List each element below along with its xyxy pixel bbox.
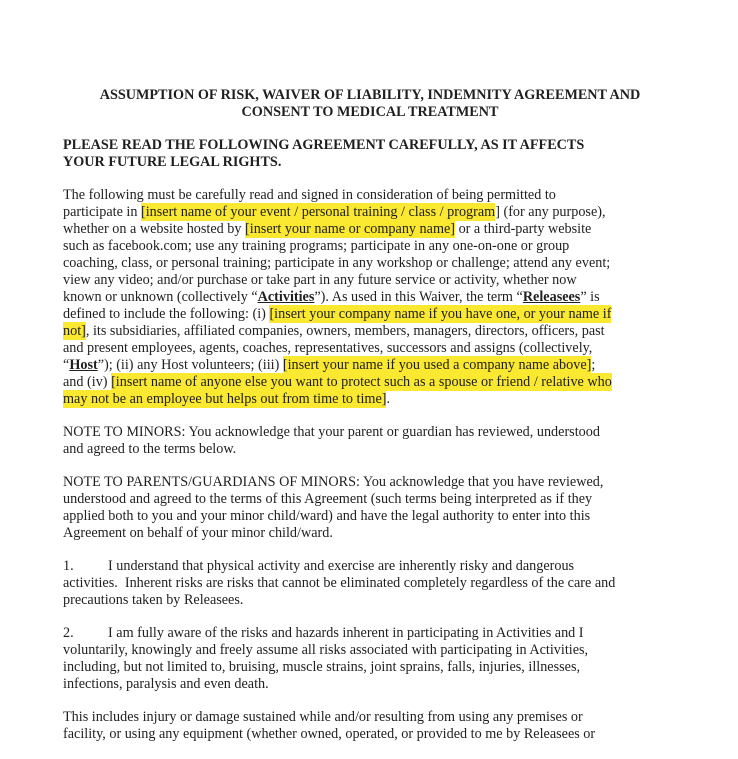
- text-segment: known or unknown (collectively “: [63, 289, 258, 305]
- text-line: [63, 508, 677, 525]
- text-line: [63, 340, 677, 357]
- text-segment: precautions taken by Releasees.: [63, 592, 244, 608]
- text-segment: activities. Inherent risks are risks that cannot be eliminated completely regardless of the care and: [63, 575, 616, 591]
- text-segment: and (iv): [63, 374, 112, 390]
- text-segment: including, but not limited to, bruising, muscle strains, joint sprains, falls, injuries, illnesses,: [63, 659, 581, 675]
- text-segment: coaching, class, or personal training; participate in any workshop or challenge; attend any event;: [63, 255, 611, 271]
- text-line: [63, 575, 677, 592]
- text-segment: CONSENT TO MEDICAL TREATMENT: [241, 104, 499, 120]
- text-line: [63, 187, 677, 204]
- text-line: [63, 391, 677, 408]
- document-body: [63, 87, 677, 759]
- text-line: [63, 289, 677, 306]
- text-line: [63, 709, 677, 726]
- text-line: [63, 525, 677, 542]
- text-line: [63, 323, 677, 340]
- list-number: 2.: [63, 625, 74, 641]
- text-segment: applied both to you and your minor child/ward) and have the legal authority to enter into this: [63, 508, 591, 524]
- text-line: [63, 104, 677, 121]
- text-segment: ] (for any purpose),: [495, 204, 606, 220]
- text-line: [63, 726, 677, 743]
- text-segment: defined to include the following: (i): [63, 306, 270, 322]
- text-segment: Agreement on behalf of your minor child/ward.: [63, 525, 333, 541]
- text-line: [63, 154, 677, 171]
- text-segment: I understand that physical activity and exercise are inherently risky and dangerous: [108, 558, 575, 574]
- text-segment: NOTE TO MINORS: You acknowledge that your parent or guardian has reviewed, understood: [63, 424, 600, 440]
- highlighted-placeholder-text: not]: [63, 323, 86, 339]
- defined-term: Activities: [257, 289, 315, 305]
- text-segment: or a third-party website: [455, 221, 592, 237]
- text-segment: ”); (ii) any Host volunteers; (iii): [97, 357, 283, 373]
- text-segment: , its subsidiaries, affiliated companies, owners, members, managers, directors, officers, past: [85, 323, 605, 339]
- text-segment: YOUR FUTURE LEGAL RIGHTS.: [63, 154, 282, 170]
- text-line: [63, 558, 677, 575]
- text-line: [63, 474, 677, 491]
- numbered-item-2: [63, 625, 677, 693]
- highlighted-placeholder-text: [insert name of your event / personal training / class / program: [141, 204, 496, 220]
- text-segment: view any video; and/or purchase or take part in any future service or activity, whether now: [63, 272, 577, 288]
- text-segment: voluntarily, knowingly and freely assume all risks associated with participating in Activities,: [63, 642, 589, 658]
- text-line: [63, 592, 677, 609]
- text-segment: PLEASE READ THE FOLLOWING AGREEMENT CAREFULLY, AS IT AFFECTS: [63, 137, 585, 153]
- text-segment: understood and agreed to the terms of this Agreement (such terms being interpreted as if they: [63, 491, 593, 507]
- text-segment: ”). As used in this Waiver, the term “: [314, 289, 523, 305]
- text-segment: ” is: [580, 289, 600, 305]
- text-segment: .: [386, 391, 391, 407]
- text-line: [63, 642, 677, 659]
- highlighted-placeholder-text: [insert your company name if you have one, or your name if: [269, 306, 612, 322]
- text-segment: The following must be carefully read and signed in consideration of being permitted to: [63, 187, 556, 203]
- text-segment: ASSUMPTION OF RISK, WAIVER OF LIABILITY, INDEMNITY AGREEMENT AND: [99, 87, 641, 103]
- text-line: [63, 491, 677, 508]
- document-title: [63, 87, 677, 121]
- highlighted-placeholder-text: may not be an employee but helps out from time to time]: [63, 391, 387, 407]
- defined-term: Releasees: [522, 289, 581, 305]
- text-line: [63, 441, 677, 458]
- text-segment: infections, paralysis and even death.: [63, 676, 269, 692]
- numbered-item-1: [63, 558, 677, 609]
- warning-heading: [63, 137, 677, 171]
- note-to-minors: [63, 424, 677, 458]
- text-segment: NOTE TO PARENTS/GUARDIANS OF MINORS: You acknowledge that you have reviewed,: [63, 474, 604, 490]
- text-line: [63, 137, 677, 154]
- text-segment: “: [63, 357, 70, 373]
- text-line: [63, 221, 677, 238]
- text-segment: I am fully aware of the risks and hazards inherent in participating in Activities and I: [108, 625, 584, 641]
- text-segment: such as facebook.com; use any training programs; participate in any one-on-one or group: [63, 238, 570, 254]
- text-line: [63, 676, 677, 693]
- intro-paragraph: [63, 187, 677, 408]
- highlighted-placeholder-text: [insert your name if you used a company name above]: [282, 357, 592, 373]
- text-line: [63, 272, 677, 289]
- text-segment: facility, or using any equipment (whether owned, operated, or provided to me by Releasees or: [63, 726, 596, 742]
- text-line: [63, 357, 677, 374]
- text-line: [63, 255, 677, 272]
- text-line: [63, 306, 677, 323]
- text-segment: and present employees, agents, coaches, representatives, successors and assigns (collectively,: [63, 340, 593, 356]
- highlighted-placeholder-text: [insert name of anyone else you want to protect such as a spouse or friend / relative who: [111, 374, 612, 390]
- text-line: [63, 424, 677, 441]
- defined-term: Host: [69, 357, 98, 373]
- text-segment: This includes injury or damage sustained while and/or resulting from using any premises or: [63, 709, 583, 725]
- text-line: [63, 87, 677, 104]
- text-line: [63, 204, 677, 221]
- text-segment: ;: [591, 357, 596, 373]
- text-segment: and agreed to the terms below.: [63, 441, 237, 457]
- text-segment: participate in: [63, 204, 141, 220]
- highlighted-placeholder-text: [insert your name or company name]: [245, 221, 456, 237]
- text-line: [63, 238, 677, 255]
- text-line: [63, 625, 677, 642]
- text-line: [63, 659, 677, 676]
- text-line: [63, 374, 677, 391]
- text-segment: whether on a website hosted by: [63, 221, 246, 237]
- list-number: 1.: [63, 558, 74, 574]
- note-to-parents: [63, 474, 677, 542]
